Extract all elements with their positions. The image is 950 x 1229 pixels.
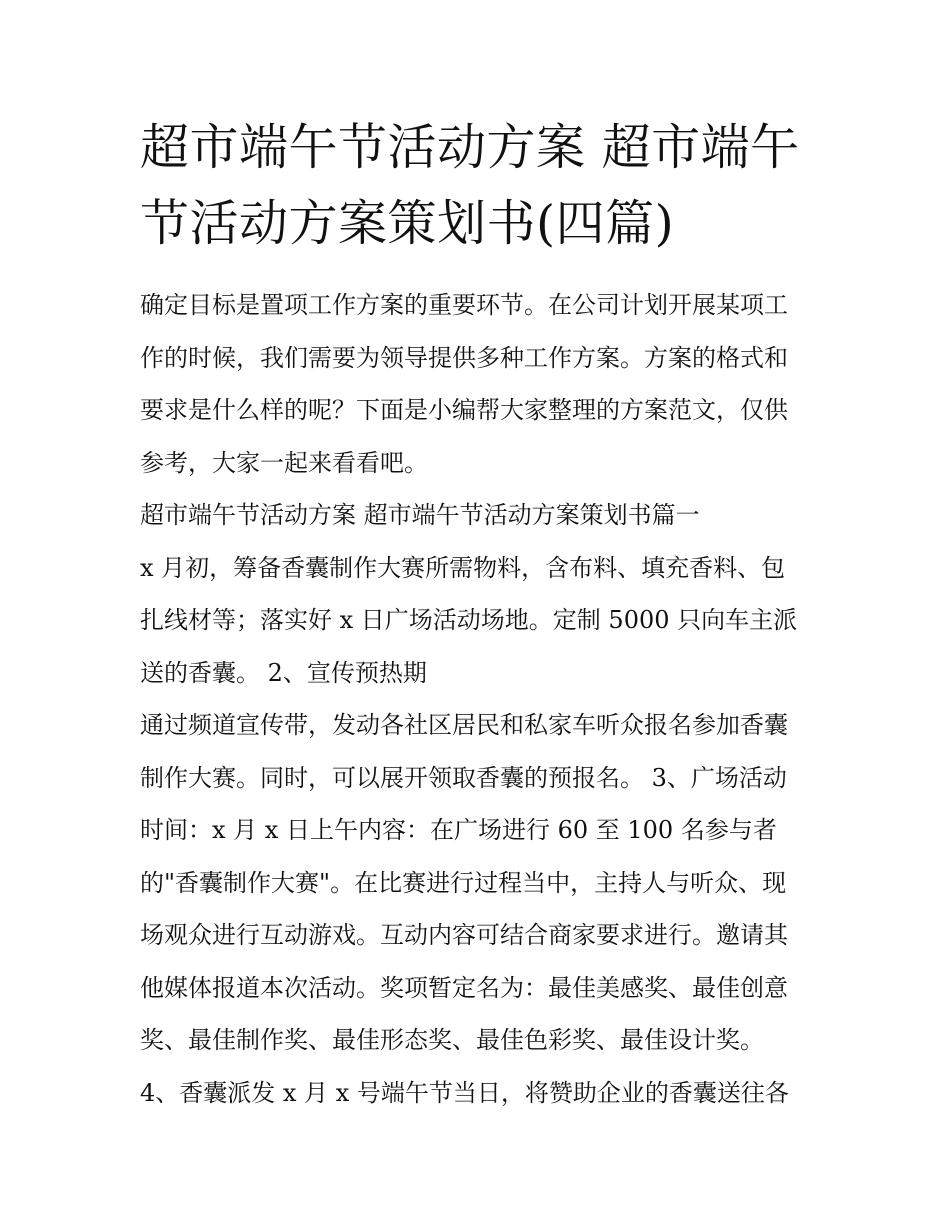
- body-paragraph: [140, 542, 812, 700]
- title-line: 节活动方案策划书(四篇): [140, 195, 675, 252]
- paragraph-line: 奖、最佳制作奖、最佳形态奖、最佳色彩奖、最佳设计奖。: [140, 1026, 764, 1054]
- paragraph-line: 送的香囊。 2、宣传预热期: [140, 658, 427, 687]
- document-content: [140, 110, 812, 1119]
- body-paragraph: [140, 699, 812, 1119]
- paragraph-line: 参考，大家一起来看看吧。: [140, 448, 428, 477]
- document-title: [140, 110, 812, 262]
- paragraph-line: 的"香囊制作大赛"。在比赛进行过程当中，主持人与听众、现: [140, 868, 787, 897]
- paragraph-line: 他媒体报道本次活动。奖项暂定名为：最佳美感奖、最佳创意: [140, 973, 788, 1002]
- title-line: 超市端午节活动方案 超市端午: [140, 119, 800, 176]
- paragraph-line: 确定目标是置项工作方案的重要环节。在公司计划开展某项工: [140, 291, 788, 319]
- paragraph-line: 作的时候，我们需要为领导提供多种工作方案。方案的格式和: [140, 343, 788, 372]
- paragraph-line: 4、香囊派发 x 月 x 号端午节当日，将赞助企业的香囊送往各: [140, 1078, 789, 1107]
- paragraph-line: 通过频道宣传带，发动各社区居民和私家车听众报名参加香囊: [140, 711, 788, 739]
- paragraph-line: x 月初，筹备香囊制作大赛所需物料，含布料、填充香料、包: [140, 553, 786, 582]
- paragraph-line: 时间：x 月 x 日上午内容：在广场进行 60 至 100 名参与者: [140, 816, 777, 844]
- paragraph-line: 扎线材等；落实好 x 日广场活动场地。定制 5000 只向车主派: [140, 606, 798, 634]
- paragraph-line: 制作大赛。同时，可以展开领取香囊的预报名。 3、广场活动: [140, 763, 787, 792]
- intro-paragraph: [140, 279, 812, 489]
- paragraph-line: 场观众进行互动游戏。互动内容可结合商家要求进行。邀请其: [140, 921, 788, 949]
- paragraph-line: 超市端午节活动方案 超市端午节活动方案策划书篇一: [140, 501, 700, 529]
- paragraph-line: 要求是什么样的呢？下面是小编帮大家整理的方案范文，仅供: [140, 396, 788, 424]
- section-heading: [140, 489, 812, 542]
